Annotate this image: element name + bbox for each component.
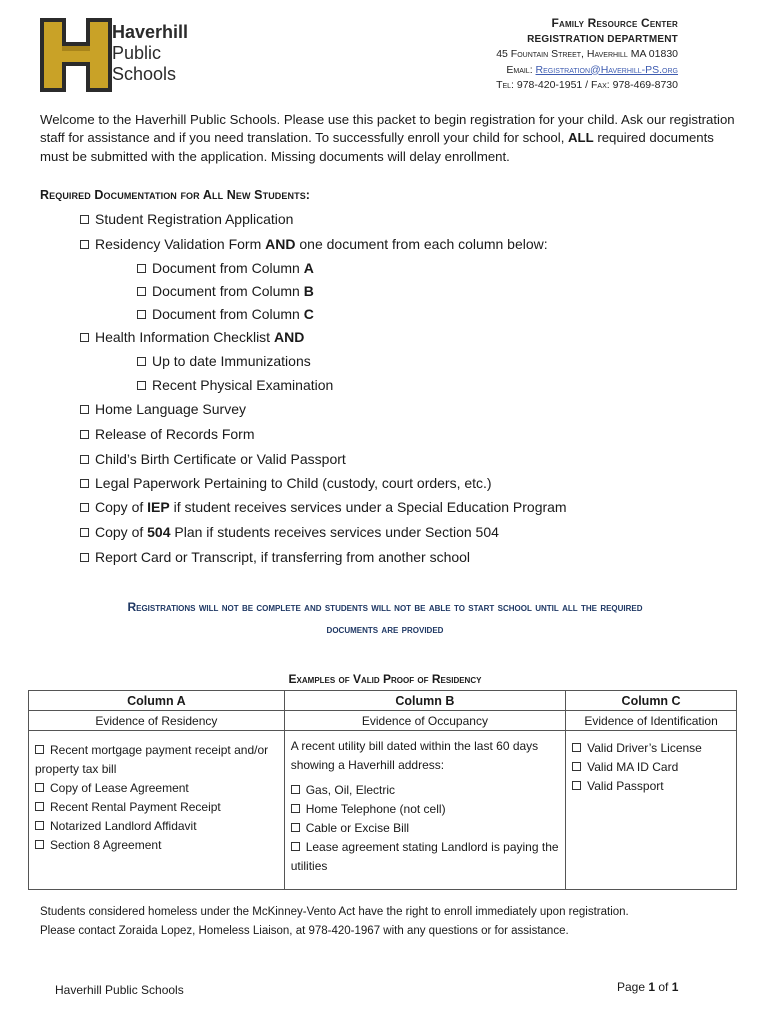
table-item[interactable]: Valid MA ID Card [572, 758, 730, 777]
column-c-list [566, 731, 737, 890]
checklist-item[interactable]: Document from Column A [137, 260, 314, 276]
column-a-header: Column A [29, 691, 285, 711]
checkbox-icon[interactable] [80, 528, 89, 537]
footer-district: Haverhill Public Schools [55, 983, 184, 997]
checklist-item[interactable]: Release of Records Form [80, 426, 255, 442]
checklist-item[interactable]: Home Language Survey [80, 401, 246, 417]
checkbox-icon[interactable] [137, 357, 146, 366]
checklist-item[interactable]: Recent Physical Examination [137, 377, 333, 393]
intro-paragraph [40, 111, 740, 166]
required-docs-title: Required Documentation for All New Students: [40, 188, 311, 202]
checkbox-icon[interactable] [35, 840, 44, 849]
checkbox-icon[interactable] [572, 781, 581, 790]
checklist-item[interactable]: Residency Validation Form AND one document from each column below: [80, 236, 548, 252]
examples-title: Examples of Valid Proof of Residency [288, 672, 482, 686]
checkbox-icon[interactable] [80, 455, 89, 464]
header-phone: Tel: 978-420-1951 / Fax: 978-469-8730 [496, 79, 678, 91]
checkbox-icon[interactable] [137, 264, 146, 273]
residency-proof-table [28, 690, 737, 890]
checkbox-icon[interactable] [35, 783, 44, 792]
page-number: Page 1 of 1 [617, 980, 679, 994]
table-item[interactable]: Lease agreement stating Landlord is paying the utilities [290, 840, 559, 873]
homeless-note [40, 903, 740, 941]
checkbox-icon[interactable] [80, 215, 89, 224]
checklist-item[interactable]: Up to date Immunizations [137, 353, 311, 369]
note-line-2: Please contact Zoraida Lopez, Homeless Liaison, at 978-420-1967 with any questions or for assistance. [40, 925, 569, 937]
checklist-item[interactable]: Copy of IEP if student receives services under a Special Education Program [80, 499, 567, 515]
intro-text-end: required documents must be submitted with the application. Missing documents will delay enrollment. [40, 130, 714, 164]
checkbox-icon[interactable] [137, 381, 146, 390]
note-line-1: Students considered homeless under the McKinney-Vento Act have the right to enroll immediately upon registration. [40, 906, 629, 918]
logo-wordmark [112, 22, 188, 85]
checklist-item[interactable]: Health Information Checklist AND [80, 329, 304, 345]
completion-warning [30, 596, 740, 640]
header-dept: REGISTRATION DEPARTMENT [527, 33, 678, 45]
table-item[interactable]: Copy of Lease Agreement [35, 779, 278, 798]
column-a-list [29, 731, 285, 890]
h-logo-icon [40, 18, 112, 92]
table-item[interactable]: Section 8 Agreement [35, 836, 278, 855]
checklist-item[interactable]: Student Registration Application [80, 211, 293, 227]
checkbox-icon[interactable] [137, 287, 146, 296]
column-b-subheader: Evidence of Occupancy [284, 711, 565, 731]
checkbox-icon[interactable] [291, 842, 300, 851]
table-item[interactable]: Recent mortgage payment receipt and/or property tax bill [35, 743, 269, 776]
checkbox-icon[interactable] [80, 503, 89, 512]
logo-line-1: Haverhill [112, 22, 189, 42]
logo-line-2: Public [112, 43, 162, 63]
checkbox-icon[interactable] [80, 430, 89, 439]
table-item[interactable]: Gas, Oil, Electric [291, 781, 559, 800]
checkbox-icon[interactable] [137, 310, 146, 319]
checkbox-icon[interactable] [80, 405, 89, 414]
column-c-subheader: Evidence of Identification [566, 711, 737, 731]
header-title: Family Resource Center [551, 16, 678, 30]
warning-line-1: Registrations will not be complete and students will not be able to start school until all the required [127, 600, 643, 614]
checkbox-icon[interactable] [35, 821, 44, 830]
checkbox-icon[interactable] [80, 240, 89, 249]
checklist-item[interactable]: Document from Column C [137, 306, 314, 322]
table-item[interactable]: Valid Passport [572, 777, 730, 796]
checkbox-icon[interactable] [291, 823, 300, 832]
logo-line-3: Schools [112, 64, 177, 84]
checkbox-icon[interactable] [572, 762, 581, 771]
table-item[interactable]: Cable or Excise Bill [291, 819, 559, 838]
checklist-item[interactable]: Report Card or Transcript, if transferring from another school [80, 549, 470, 565]
column-c-header: Column C [566, 691, 737, 711]
intro-bold: ALL [568, 130, 594, 146]
table-item[interactable]: Home Telephone (not cell) [291, 800, 559, 819]
checkbox-icon[interactable] [291, 804, 300, 813]
checkbox-icon[interactable] [80, 333, 89, 342]
table-item[interactable]: Notarized Landlord Affidavit [35, 817, 278, 836]
checklist-item[interactable]: Copy of 504 Plan if students receives services under Section 504 [80, 524, 499, 540]
email-label: Email: [506, 63, 536, 76]
email-link[interactable]: Registration@Haverhill-PS.org [535, 63, 678, 76]
checkbox-icon[interactable] [35, 745, 44, 754]
table-item[interactable]: Recent Rental Payment Receipt [35, 798, 278, 817]
checkbox-icon[interactable] [291, 785, 300, 794]
checklist-item[interactable]: Document from Column B [137, 283, 314, 299]
intro-text: Welcome to the Haverhill Public Schools. Please use this packet to begin registration for your child. Ask our registration staff for assistance and if you need translation. To successfully enroll your child for school, [40, 112, 735, 146]
checklist-item[interactable]: Legal Paperwork Pertaining to Child (custody, court orders, etc.) [80, 475, 492, 491]
checkbox-icon[interactable] [80, 479, 89, 488]
checklist-item[interactable]: Child’s Birth Certificate or Valid Passport [80, 451, 346, 467]
warning-line-2: documents are provided [326, 622, 444, 636]
header-address: 45 Fountain Street, Haverhill MA 01830 [496, 48, 678, 60]
column-b-list [284, 731, 565, 890]
checkbox-icon[interactable] [572, 743, 581, 752]
column-b-intro: A recent utility bill dated within the last 60 days showing a Haverhill address: [290, 739, 539, 772]
checkbox-icon[interactable] [80, 553, 89, 562]
column-a-subheader: Evidence of Residency [29, 711, 285, 731]
checkbox-icon[interactable] [35, 802, 44, 811]
table-item[interactable]: Valid Driver’s License [572, 739, 730, 758]
header-block [496, 16, 678, 94]
header-email-row [496, 63, 678, 79]
column-b-header: Column B [284, 691, 565, 711]
